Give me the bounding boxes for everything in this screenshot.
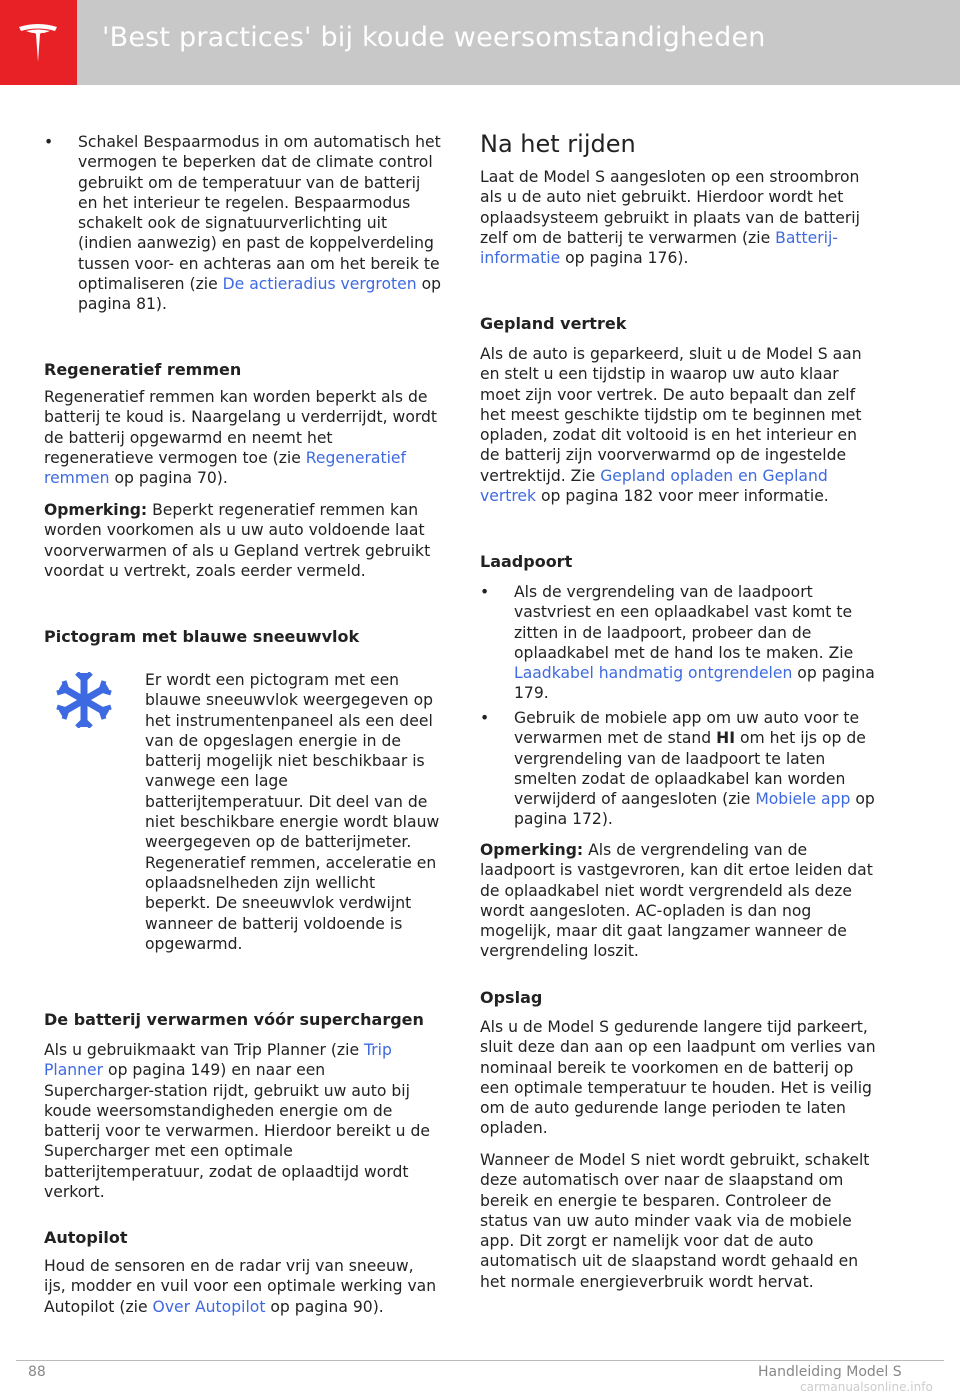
link-de-actieradius-vergroten[interactable]: De actieradius vergroten bbox=[222, 275, 417, 294]
section-title: Na het rijden bbox=[480, 130, 636, 158]
link-gepland-opladen[interactable]: Gepland opladen en Gepland vertrek bbox=[480, 466, 828, 506]
scheduled-paragraph: Als de auto is geparkeerd, sluit u de Model S aan en stelt u een tijdstip in waarop uw auto klaar moet zijn voor vertrek. De auto bepaalt dan zelf het meest geschikte tijdstip om te beginnen met opladen, zodat dit voltooid is en het interieur en de batterij zijn voorverwarmd op de ingestelde vertrektijd. Zie Gepland opladen en Gepland vertrek op pagina 182 voor meer informatie. bbox=[480, 345, 862, 506]
page-title: 'Best practices' bij koude weersomstandigheden bbox=[102, 22, 766, 53]
bullet-dot: • bbox=[480, 709, 490, 727]
link-trip-planner[interactable]: Trip Planner bbox=[44, 1041, 392, 1080]
storage-heading: Opslag bbox=[480, 988, 543, 1007]
manual-name: Handleiding Model S bbox=[758, 1364, 902, 1380]
footer-divider bbox=[16, 1360, 944, 1361]
bullet-dot: • bbox=[480, 583, 490, 601]
scheduled-heading: Gepland vertrek bbox=[480, 314, 627, 333]
list-item bbox=[44, 132, 444, 315]
link-mobiele-app[interactable]: Mobiele app bbox=[755, 790, 851, 809]
autopilot-heading: Autopilot bbox=[44, 1228, 128, 1247]
page-number: 88 bbox=[28, 1364, 46, 1380]
intro-paragraph: Laat de Model S aangesloten op een stroombron als u de auto niet gebruikt. Hierdoor wordt het oplaadsysteem gebruikt in plaats van de batterij zelf om de batterij te verwarmen (zie Batterij-informatie op pagina 176). bbox=[480, 168, 860, 268]
regen-paragraph: Regeneratief remmen kan worden beperkt als de batterij te koud is. Naargelang u verderrijdt, wordt de batterij opgewarmd en neemt het regeneratieve vermogen toe (zie Regeneratief remmen op pagina 70). bbox=[44, 388, 438, 488]
link-regeneratief-remmen[interactable]: Regeneratief remmen bbox=[44, 448, 406, 488]
watermark: carmanualsonline.info bbox=[800, 1380, 933, 1394]
list-item bbox=[480, 582, 878, 704]
note-paragraph: Opmerking: Beperkt regeneratief remmen kan worden voorkomen als u uw auto voldoende laat voorverwarmen of als u Gepland vertrek gebruikt voordat u vertrekt, zoals eerder vermeld. bbox=[44, 501, 431, 580]
snowflake-icon bbox=[56, 672, 112, 728]
page-header bbox=[0, 0, 960, 85]
link-batterij-informatie[interactable]: Batterij-informatie bbox=[480, 228, 838, 268]
bullet-dot: • bbox=[44, 133, 54, 151]
tesla-logo-icon bbox=[13, 18, 63, 68]
regen-heading: Regeneratief remmen bbox=[44, 360, 242, 379]
autopilot-paragraph: Houd de sensoren en de radar vrij van sneeuw, ijs, modder en vuil voor een optimale werking van Autopilot (zie Over Autopilot op pagina 90). bbox=[44, 1257, 437, 1316]
snowflake-heading: Pictogram met blauwe sneeuwvlok bbox=[44, 627, 360, 646]
bullet-text: Als de vergrendeling van de laadpoort vastvriest en een oplaadkabel vast komt te zitten in de laadpoort, probeer dan de oplaadkabel met de hand los te maken. Zie Laadkabel handmatig ontgrendelen op pagina 179. bbox=[514, 583, 875, 703]
supercharge-paragraph: Als u gebruikmaakt van Trip Planner (zie Trip Planner op pagina 149) en naar een Supercharger-station rijdt, gebruikt uw auto bij koude weersomstandigheden energie om de batterij voor te verwarmen. Hierdoor bereikt u de Supercharger met een optimale batterijtemperatuur, zodat de oplaadtijd wordt verkort. bbox=[44, 1041, 430, 1202]
snowflake-paragraph: Er wordt een pictogram met een blauwe sneeuwvlok weergegeven op het instrumentenpaneel als een deel van de opgeslagen energie in de batterij mogelijk niet beschikbaar is vanwege een lage batterijtemperatuur. Dit deel van de niet beschikbare energie wordt blauw weergegeven op de batterijmeter. Regeneratief remmen, acceleratie en oplaadsnelheden zijn wellicht beperkt. De sneeuwvlok verdwijnt wanneer de batterij voldoende is opgewarmd. bbox=[145, 671, 440, 953]
link-laadkabel-ontgrendelen[interactable]: Laadkabel handmatig ontgrendelen bbox=[514, 664, 793, 683]
bullet-text: Gebruik de mobiele app om uw auto voor te verwarmen met de stand HI om het ijs op de vergrendeling van de laadpoort te laten smelten zodat de oplaadkabel kan worden verwijderd of aangesloten (zie Mobiele app op pagina 172). bbox=[514, 709, 875, 829]
storage-paragraph-1: Als u de Model S gedurende langere tijd parkeert, sluit deze dan aan op een laadpunt om verlies van nominaal bereik te voorkomen en de batterij op een optimale temperatuur te houden. Het is veilig om de auto gedurende lange perioden te laten opladen. bbox=[480, 1018, 876, 1138]
link-over-autopilot[interactable]: Over Autopilot bbox=[152, 1297, 266, 1316]
supercharge-heading: De batterij verwarmen vóór superchargen bbox=[44, 1010, 424, 1029]
list-item bbox=[480, 708, 878, 830]
bullet-text: Schakel Bespaarmodus in om automatisch het vermogen te beperken dat de climate control gebruikt om de temperatuur van de batterij en het interieur te regelen. Bespaarmodus schakelt ook de signatuurverlichting uit (indien aanwezig) en past de koppelverdeling tussen voor- en achteras aan om het bereik te optimaliseren (zie De actieradius vergroten op pagina 81). bbox=[78, 133, 442, 314]
brand-logo bbox=[0, 0, 77, 85]
storage-paragraph-2: Wanneer de Model S niet wordt gebruikt, schakelt deze automatisch over naar de slaapstand om bereik en energie te besparen. Controleer de status van uw auto minder vaak via de mobiele app. Dit zorgt er namelijk voor dat de auto automatisch uit de slaapstand wordt gehaald en het normale energieverbruik wordt hervat. bbox=[480, 1151, 870, 1291]
note-paragraph: Opmerking: Als de vergrendeling van de laadpoort is vastgevroren, kan dit ertoe leiden dat de oplaadkabel niet wordt vergrendeld als deze wordt aangesloten. AC-opladen is dan nog mogelijk, maar dit gaat langzamer wanneer de vergrendeling loszit. bbox=[480, 841, 873, 961]
port-heading: Laadpoort bbox=[480, 552, 573, 571]
